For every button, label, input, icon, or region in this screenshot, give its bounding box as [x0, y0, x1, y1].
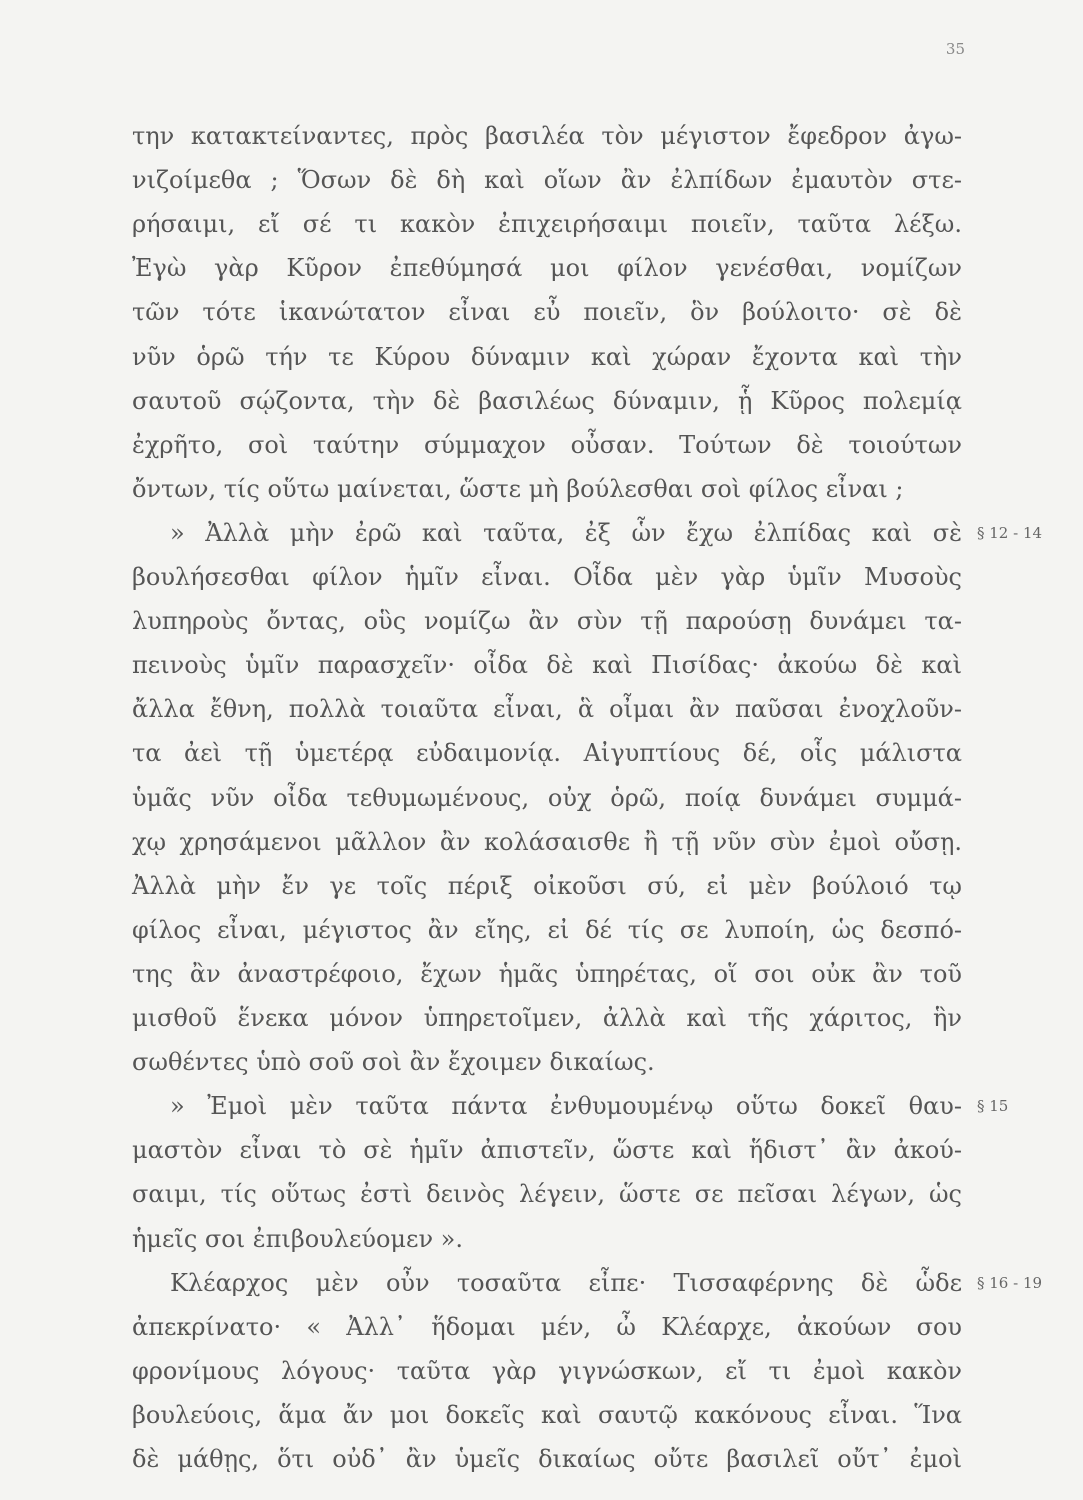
text-line: ἄλλα ἔθνη, πολλὰ τοιαῦτα εἶναι, ἃ οἶμαι ἂν παῦσαι ἐνοχλοῦν- — [132, 695, 962, 724]
text-line: νιζοίμεθα ; Ὅσων δὲ δὴ καὶ οἵων ἂν ἐλπίδων ἐμαυτὸν στε- — [132, 166, 962, 195]
text-line: βουλεύοις, ἅμα ἄν μοι δοκεῖς καὶ σαυτῷ κακόνους εἶναι. Ἵνα — [132, 1400, 962, 1429]
text-line: Ἐγὼ γὰρ Κῦρον ἐπεθύμησά μοι φίλον γενέσθαι, νομίζων — [132, 254, 962, 283]
margin-section-note: § 16 - 19 — [977, 1273, 1043, 1292]
text-line: Κλέαρχος μὲν οὖν τοσαῦτα εἶπε· Τισσαφέρνης δὲ ὧδε — [170, 1268, 962, 1297]
text-line: χῳ χρησάμενοι μᾶλλον ἂν κολάσαισθε ἢ τῇ νῦν σὺν ἐμοὶ οὔσῃ. — [132, 827, 962, 856]
text-line: μισθοῦ ἕνεκα μόνον ὑπηρετοῖμεν, ἀλλὰ καὶ τῆς χάριτος, ἣν — [132, 1004, 962, 1032]
text-line: τῶν τότε ἱκανώτατον εἶναι εὖ ποιεῖν, ὃν βούλοιτο· σὲ δὲ — [132, 298, 962, 327]
text-line: σαιμι, τίς οὕτως ἐστὶ δεινὸς λέγειν, ὥστε σε πεῖσαι λέγων, ὡς — [132, 1180, 962, 1209]
text-line: βουλήσεσθαι φίλον ἡμῖν εἶναι. Οἶδα μὲν γὰρ ὑμῖν Μυσοὺς — [132, 563, 962, 591]
text-line: ὑμᾶς νῦν οἶδα τεθυμωμένους, οὐχ ὁρῶ, ποίᾳ δυνάμει συμμά- — [132, 783, 962, 812]
text-line: τα ἀεὶ τῇ ὑμετέρᾳ εὐδαιμονίᾳ. Αἰγυπτίους δέ, οἷς μάλιστα — [132, 739, 962, 768]
text-line: πεινοὺς ὑμῖν παρασχεῖν· οἶδα δὲ καὶ Πισίδας· ἀκούω δὲ καὶ — [132, 651, 962, 680]
text-line: φίλος εἶναι, μέγιστος ἂν εἴης, εἰ δέ τίς σε λυποίη, ὡς δεσπό- — [132, 915, 962, 944]
text-line: ἀπεκρίνατο· « Ἀλλ᾽ ἥδομαι μέν, ὦ Κλέαρχε, ἀκούων σου — [132, 1312, 962, 1341]
text-line: ὄντων, τίς οὕτω μαίνεται, ὥστε μὴ βούλεσθαι σοὶ φίλος εἶναι ; — [132, 474, 904, 503]
text-line: σαυτοῦ σῴζοντα, τὴν δὲ βασιλέως δύναμιν, ᾗ Κῦρος πολεμίᾳ — [132, 386, 962, 415]
margin-section-note: § 15 — [977, 1097, 1009, 1116]
text-line: Ἀλλὰ μὴν ἔν γε τοῖς πέριξ οἰκοῦσι σύ, εἰ μὲν βούλοιό τῳ — [132, 871, 962, 900]
text-line: την κατακτείναντες, πρὸς βασιλέα τὸν μέγιστον ἔφεδρον ἀγω- — [132, 122, 962, 150]
text-line: ἐχρῆτο, σοὶ ταύτην σύμμαχον οὖσαν. Τούτων δὲ τοιούτων — [132, 430, 962, 459]
text-line: μαστὸν εἶναι τὸ σὲ ἡμῖν ἀπιστεῖν, ὥστε καὶ ἥδιστ᾽ ἂν ἀκού- — [132, 1136, 962, 1165]
text-line: νῦν ὁρῶ τήν τε Κύρου δύναμιν καὶ χώραν ἔχοντα καὶ τὴν — [132, 342, 962, 371]
text-line: » Ἐμοὶ μὲν ταῦτα πάντα ἐνθυμουμένῳ οὕτω δοκεῖ θαυ- — [170, 1092, 962, 1121]
text-line: λυπηροὺς ὄντας, οὓς νομίζω ἂν σὺν τῇ παρούσῃ δυνάμει τα- — [132, 607, 962, 636]
page-number: 35 — [945, 40, 965, 58]
margin-section-note: § 12 - 14 — [977, 523, 1043, 542]
text-line: φρονίμους λόγους· ταῦτα γὰρ γιγνώσκων, εἴ τι ἐμοὶ κακὸν — [132, 1356, 962, 1385]
text-line: ἡμεῖς σοι ἐπιβουλεύομεν ». — [132, 1224, 463, 1253]
text-line: της ἂν ἀναστρέφοιο, ἔχων ἡμᾶς ὑπηρέτας, οἵ σοι οὐκ ἂν τοῦ — [132, 959, 962, 988]
text-line: ρήσαιμι, εἴ σέ τι κακὸν ἐπιχειρήσαιμι ποιεῖν, ταῦτα λέξω. — [132, 210, 962, 239]
text-line: » Ἀλλὰ μὴν ἐρῶ καὶ ταῦτα, ἐξ ὧν ἔχω ἐλπίδας καὶ σὲ — [170, 518, 962, 547]
text-line: δὲ μάθῃς, ὅτι οὐδ᾽ ἂν ὑμεῖς δικαίως οὔτε βασιλεῖ οὔτ᾽ ἐμοὶ — [132, 1445, 962, 1473]
text-line: σωθέντες ὑπὸ σοῦ σοὶ ἂν ἔχοιμεν δικαίως. — [132, 1048, 655, 1077]
